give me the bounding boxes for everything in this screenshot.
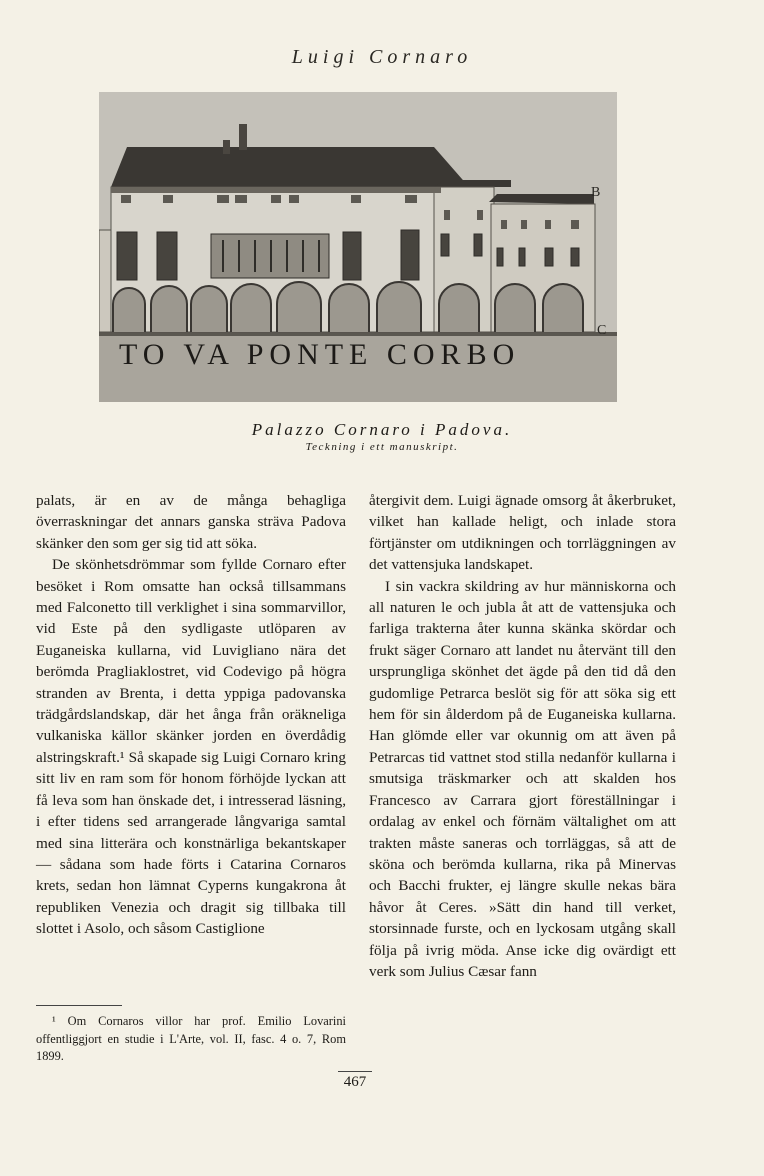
right-paragraph-2: I sin vackra skildring av hur människorna och all naturen le och jubla åt att de vattensjuka och farliga trakterna åter kunna skänka skördar och frukt säger Cornaro att landet nu återvänt till den ursprungliga skönhet det ägde på den tid då den gudomlige Petrarca beslöt sig för att söka sig ett hem för sin ålderdom på de Euganeiska kullarna. Han glömde eller var okunnig om att även på Petrarcas tid vattnet stod stilla nedanför kullarna i smutsiga träskmarker och att skalden hos Francesco av Carrara gjort föreställningar i ordalag av enkel och förnäm vältalighet om att trakten måste saneras och torrläggas, så att de sköna och berömda kullarna, rika på Minervas och Bacchi frukter, ej längre skulle nekas bära håvor åt Ceres. »Sätt din hand till verket, storsinnade furste, och en lyckosam utgång skall följa på ivrig möda. Anse icke dig ovärdigt ett verk som Julius Cæsar fann [369, 577, 676, 980]
palazzo-drawing [99, 92, 617, 402]
left-column [36, 490, 346, 940]
caption-title: Palazzo Cornaro i Padova. [251, 420, 513, 439]
marker-b: B [591, 185, 601, 200]
left-paragraph-1: palats, är en av de många behagliga överraskningar det annars ganska sträva Padova skänker den som ger sig tid att söka. [36, 492, 346, 552]
running-title: Luigi Cornaro [291, 46, 473, 68]
marker-c: C [597, 323, 607, 338]
palazzo-illustration [99, 92, 617, 402]
caption-subtitle: Teckning i ett manuskript. [305, 441, 459, 453]
footnote-divider [36, 1005, 122, 1006]
page-number: 467 [343, 1074, 367, 1090]
footnote [36, 1013, 346, 1066]
inscription-text: TO VA PONTE CORBO [119, 338, 521, 371]
right-paragraph-1: återgivit dem. Luigi ägnade omsorg åt åkerbruket, vilket han kallade heligt, och inlade stora förtjänster om utdikningen och torrläggningen av det vattensjuka landskapet. [369, 492, 676, 574]
right-column [369, 490, 676, 982]
footnote-text: ¹ Om Cornaros villor har prof. Emilio Lovarini offentliggjort en studie i L'Arte, vol. II, fasc. 4 o. 7, Rom 1899. [36, 1014, 346, 1063]
figure-caption [0, 420, 764, 453]
left-paragraph-2: De skönhetsdrömmar som fyllde Cornaro efter besöket i Rom omsatte han också tillsammans med Falconetto till verklighet i sina sommarvillor, vid Este på den sydligaste utlöparen av Euganeiska kullarna, vid Luvigliano nära det berömda Pragliaklostret, vid Codevigo på högra stranden av Brenta, i detta yppiga padovanska trädgårdslandskap, där het ånga från oräkneliga vulkaniska källor skänker jorden en överdådig alstringskraft.¹ Så skapade sig Luigi Cornaro kring sitt liv en ram som för honom förhöjde lyckan att få leva som han önskade det, i intresserad läsning, i efter tidens sed arrangerade långvariga samtal med sina litterära och konstnärliga bekantskaper — sådana som hade förts i Catarina Cornaros krets, sedan hon lämnat Cyperns kungakrona åt republiken Venezia och dragit sig tillbaka till slottet i Asolo, och såsom Castiglione [36, 556, 346, 938]
folio-divider [338, 1071, 372, 1072]
